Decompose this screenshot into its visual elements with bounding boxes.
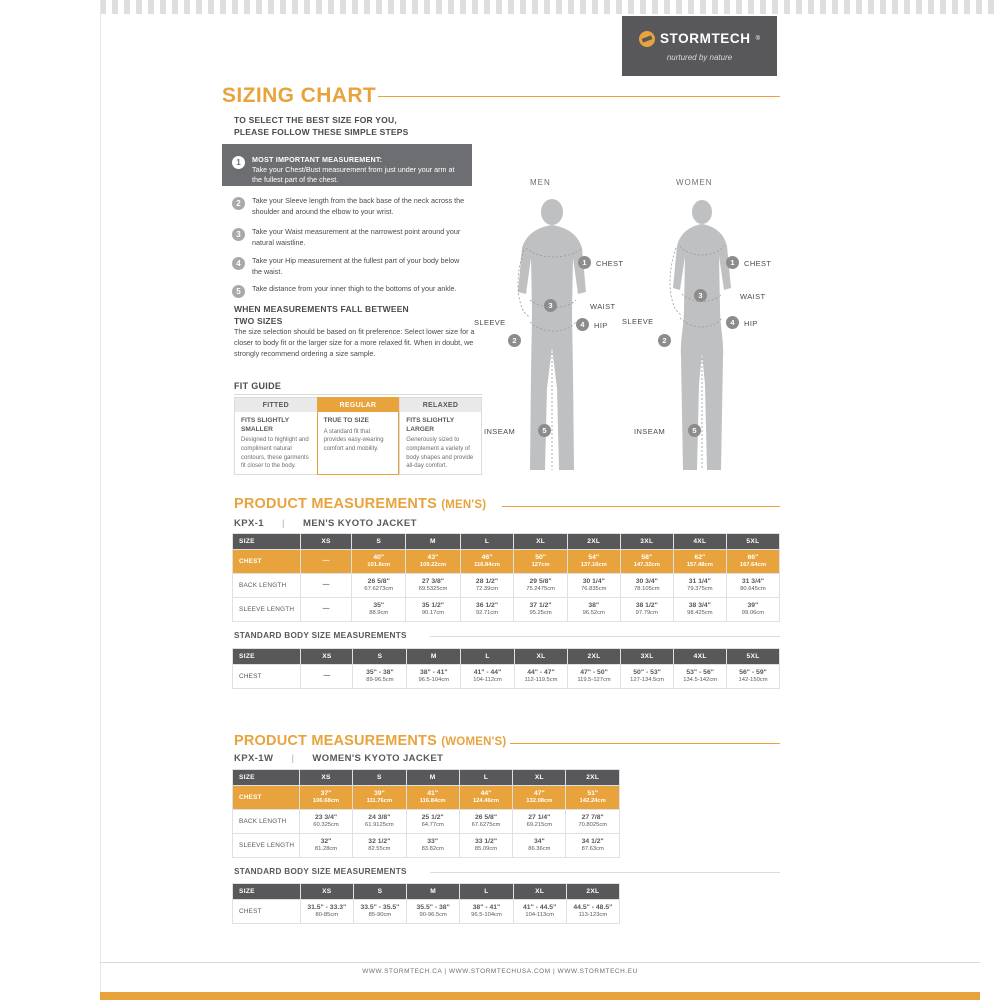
table-row <box>233 574 780 598</box>
brand-name: STORMTECH <box>659 31 751 46</box>
mens-row-sleeve-length-label: SLEEVE LENGTH <box>233 598 301 622</box>
step-3-text: Take your Waist measurement at the narrowest point around your natural waistline. <box>252 227 461 247</box>
step-2-number: 2 <box>232 197 245 210</box>
women-callout-2-sleeve-dot: 2 <box>658 334 671 347</box>
mens-code-divider: | <box>281 518 286 529</box>
table-row <box>233 834 620 858</box>
mens-std-header-xl: XL <box>514 649 567 665</box>
womens-product-name: WOMEN'S KYOTO JACKET <box>312 753 444 764</box>
womens-sleeve-2xl: 34 1/2" 87.63cm <box>566 834 620 858</box>
men-callout-2-sleeve-dot: 2 <box>508 334 521 347</box>
mens-section-title-text: PRODUCT MEASUREMENTS <box>234 496 437 512</box>
fit-guide-body-fitted: Designed to highlight and compliment natural contours, these garments fit closer to the body. <box>241 437 309 470</box>
mens-back-4xl: 31 1/4" 79.375cm <box>673 574 726 598</box>
mens-header-xs: XS <box>300 534 351 550</box>
mens-sleeve-4xl: 38 3/4" 98.425cm <box>673 598 726 622</box>
mens-header-xl: XL <box>514 534 567 550</box>
mens-header-4xl: 4XL <box>673 534 726 550</box>
step-1-callout <box>222 144 472 186</box>
mens-chest-4xl: 62" 157.48cm <box>673 550 726 574</box>
womens-standard-body-table <box>232 883 620 924</box>
womens-std-header-l: L <box>460 884 513 900</box>
page-title: SIZING CHART <box>222 84 377 107</box>
womens-product-code: KPX-1W <box>234 753 274 764</box>
table-row <box>233 665 780 689</box>
mens-standard-body-table <box>232 648 780 689</box>
womens-std-chest-xl: 41" - 44.5" 104-113cm <box>513 900 566 924</box>
womens-chest-m: 41" 116.84cm <box>406 786 459 810</box>
women-callout-1-chest-label: CHEST <box>744 259 772 268</box>
table-row <box>233 900 620 924</box>
mens-std-header-5xl: 5XL <box>727 649 780 665</box>
mens-sleeve-m: 35 1/2" 90.17cm <box>406 598 460 622</box>
womens-chest-l: 44" 124.46cm <box>459 786 513 810</box>
fit-guide-title: FIT GUIDE <box>234 381 282 391</box>
mens-header-5xl: 5XL <box>726 534 779 550</box>
mens-back-5xl: 31 3/4" 80.645cm <box>726 574 779 598</box>
womens-standard-rule <box>430 872 780 873</box>
mens-std-chest-xl: 44" - 47" 112-119.5cm <box>514 665 567 689</box>
mens-std-chest-m: 38" - 41" 96.5-104cm <box>407 665 461 689</box>
women-callout-4-hip-label: HIP <box>744 319 758 328</box>
mens-std-chest-l: 41" - 44" 104-112cm <box>461 665 515 689</box>
mens-product-name: MEN'S KYOTO JACKET <box>303 518 417 529</box>
women-callout-2-sleeve-label: SLEEVE <box>622 317 654 326</box>
mens-product-measurements-table <box>232 533 780 622</box>
women-callout-5-inseam-dot: 5 <box>688 424 701 437</box>
left-margin-rule <box>100 0 101 1000</box>
mens-header-2xl: 2XL <box>567 534 620 550</box>
mens-std-row-chest-label: CHEST <box>233 665 301 689</box>
mens-section-rule <box>502 506 780 507</box>
mens-std-header-l: L <box>461 649 515 665</box>
mens-sleeve-xs: — <box>300 598 351 622</box>
mens-back-l: 28 1/2" 72.39cm <box>460 574 514 598</box>
mens-std-header-size: SIZE <box>233 649 301 665</box>
table-row <box>233 786 620 810</box>
womens-std-chest-xs: 31.5" - 33.3" 80-85cm <box>300 900 353 924</box>
womens-back-s: 24 3/8" 61.9125cm <box>353 810 407 834</box>
womens-std-chest-2xl: 44.5" - 48.5" 113-123cm <box>566 900 619 924</box>
mens-std-chest-xs: — <box>301 665 353 689</box>
womens-code-divider: | <box>291 753 295 764</box>
mens-back-xs: — <box>300 574 351 598</box>
mens-std-chest-3xl: 50" - 53" 127-134.5cm <box>620 665 673 689</box>
mens-chest-xs: — <box>300 550 351 574</box>
womens-header-size: SIZE <box>233 770 300 786</box>
womens-header-l: L <box>459 770 513 786</box>
womens-row-sleeve-length-label: SLEEVE LENGTH <box>233 834 300 858</box>
women-callout-5-inseam-label: INSEAM <box>634 427 666 436</box>
womens-section-title <box>234 733 506 749</box>
intro-line-1: TO SELECT THE BEST SIZE FOR YOU, <box>234 115 397 125</box>
mens-header-l: L <box>460 534 514 550</box>
mens-header-size: SIZE <box>233 534 301 550</box>
between-sizes-body: The size selection should be based on fit preference: Select lower size for a closer to body fit or the larger size for a more relaxed fit. When in doubt, we strongly recommend ordering a size sample. <box>234 327 475 359</box>
mens-header-m: M <box>406 534 460 550</box>
womens-sleeve-l: 33 1/2" 85.09cm <box>459 834 513 858</box>
intro-heading <box>234 114 494 139</box>
mens-back-s: 26 5/8" 67.6273cm <box>352 574 406 598</box>
mens-back-3xl: 30 3/4" 78.105cm <box>620 574 673 598</box>
registered-mark: ® <box>755 35 761 42</box>
men-figure-label: MEN <box>530 178 551 187</box>
men-callout-4-hip-label: HIP <box>594 321 608 330</box>
step-1-number: 1 <box>232 156 245 169</box>
footer-links[interactable]: WWW.STORMTECH.CA | WWW.STORMTECHUSA.COM | WWW.STORMTECH.EU <box>362 968 638 975</box>
womens-std-header-m: M <box>406 884 459 900</box>
measurement-figures <box>474 178 790 478</box>
mens-std-chest-2xl: 47" - 50" 119.5-127cm <box>568 665 621 689</box>
mens-std-chest-5xl: 56" - 59" 142-150cm <box>727 665 780 689</box>
footer-accent-bar <box>100 992 980 1000</box>
womens-std-header-size: SIZE <box>233 884 301 900</box>
mens-std-header-4xl: 4XL <box>674 649 727 665</box>
between-sizes-title-2: TWO SIZES <box>234 316 283 327</box>
men-callout-5-inseam-label: INSEAM <box>484 427 516 436</box>
womens-section-title-text: PRODUCT MEASUREMENTS <box>234 733 437 749</box>
step-1-text: Take your Chest/Bust measurement from just under your arm at the fullest part of the chest. <box>252 165 455 185</box>
womens-row-chest-label: CHEST <box>233 786 300 810</box>
top-ribbon-decoration <box>100 0 1000 14</box>
men-callout-3-waist-label: WAIST <box>590 302 616 311</box>
womens-back-l: 26 5/8" 67.6275cm <box>459 810 513 834</box>
mens-standard-rule <box>430 636 780 637</box>
mens-chest-s: 40" 101.6cm <box>352 550 406 574</box>
mens-section-subtitle: (MEN'S) <box>441 499 487 511</box>
mens-std-chest-s: 35" - 38" 89-96.5cm <box>353 665 407 689</box>
womens-back-xl: 27 1/4" 69.215cm <box>513 810 566 834</box>
womens-back-xs: 23 3/4" 60.325cm <box>299 810 352 834</box>
body-diagrams-svg <box>490 188 790 488</box>
fit-guide-column-fitted[interactable] <box>234 397 317 475</box>
mens-chest-2xl: 54" 137.16cm <box>567 550 620 574</box>
table-header-row <box>233 770 620 786</box>
fit-guide-column-relaxed[interactable] <box>399 397 482 475</box>
womens-sleeve-xs: 32" 81.28cm <box>299 834 352 858</box>
womens-header-2xl: 2XL <box>566 770 620 786</box>
mens-header-s: S <box>352 534 406 550</box>
womens-std-header-s: S <box>353 884 406 900</box>
womens-section-rule <box>510 743 780 744</box>
mens-product-code-line <box>234 518 417 529</box>
between-sizes-heading <box>234 303 474 328</box>
mens-sleeve-3xl: 38 1/2" 97.79cm <box>620 598 673 622</box>
fit-guide-body-regular: A standard fit that provides easy-wearing comfort and mobility. <box>323 428 384 452</box>
fit-guide-headline-fitted: FITS SLIGHTLY SMALLER <box>241 417 289 433</box>
mens-sleeve-s: 35" 88.9cm <box>352 598 406 622</box>
fit-guide-header-regular: REGULAR <box>318 398 399 412</box>
mens-chest-m: 43" 109.22cm <box>406 550 460 574</box>
mens-back-2xl: 30 1/4" 76.835cm <box>567 574 620 598</box>
mens-std-header-xs: XS <box>301 649 353 665</box>
womens-chest-s: 39" 111.76cm <box>353 786 407 810</box>
mens-back-m: 27 3/8" 69.5325cm <box>406 574 460 598</box>
mens-back-xl: 29 5/8" 75.2475cm <box>514 574 567 598</box>
mens-chest-l: 46" 116.84cm <box>460 550 514 574</box>
mens-std-header-s: S <box>353 649 407 665</box>
men-callout-4-hip-dot: 4 <box>576 318 589 331</box>
fit-guide-body-relaxed: Generously sized to complement a variety of body shapes and provide all-day comfort. <box>406 437 474 470</box>
fit-guide-header-relaxed: RELAXED <box>400 398 481 412</box>
mens-sleeve-2xl: 38" 96.52cm <box>567 598 620 622</box>
womens-std-chest-m: 35.5" - 38" 90-96.5cm <box>406 900 459 924</box>
womens-header-s: S <box>353 770 407 786</box>
women-callout-3-waist-dot: 3 <box>694 289 707 302</box>
mens-product-code: KPX-1 <box>234 518 264 529</box>
womens-std-chest-l: 38" - 41" 96.5-104cm <box>460 900 513 924</box>
womens-back-2xl: 27 7/8" 70.8025cm <box>566 810 620 834</box>
womens-std-header-2xl: 2XL <box>566 884 619 900</box>
footer-rule <box>100 962 980 963</box>
table-header-row <box>233 649 780 665</box>
step-4-number: 4 <box>232 257 245 270</box>
women-callout-4-hip-dot: 4 <box>726 316 739 329</box>
table-row <box>233 598 780 622</box>
women-callout-1-chest-dot: 1 <box>726 256 739 269</box>
mens-section-title <box>234 496 486 512</box>
men-callout-5-inseam-dot: 5 <box>538 424 551 437</box>
men-callout-2-sleeve-label: SLEEVE <box>474 318 506 327</box>
mens-standard-title: STANDARD BODY SIZE MEASUREMENTS <box>234 631 407 640</box>
mens-chest-3xl: 58" 147.32cm <box>620 550 673 574</box>
table-row <box>233 550 780 574</box>
women-figure-label: WOMEN <box>676 178 713 187</box>
womens-std-header-xs: XS <box>300 884 353 900</box>
table-header-row <box>233 534 780 550</box>
womens-row-back-length-label: BACK LENGTH <box>233 810 300 834</box>
womens-chest-xl: 47" 132.08cm <box>513 786 566 810</box>
table-header-row <box>233 884 620 900</box>
womens-header-xs: XS <box>299 770 352 786</box>
womens-sleeve-m: 33" 83.82cm <box>406 834 459 858</box>
women-callout-3-waist-label: WAIST <box>740 292 766 301</box>
womens-chest-xs: 37" 106.68cm <box>299 786 352 810</box>
fit-guide-table <box>234 397 482 475</box>
mens-header-3xl: 3XL <box>620 534 673 550</box>
men-callout-1-chest-dot: 1 <box>578 256 591 269</box>
womens-sleeve-xl: 34" 86.36cm <box>513 834 566 858</box>
step-1-title: MOST IMPORTANT MEASUREMENT: <box>252 155 383 164</box>
womens-std-chest-s: 33.5" - 35.5" 85-90cm <box>353 900 406 924</box>
mens-sleeve-xl: 37 1/2" 95.25cm <box>514 598 567 622</box>
womens-std-header-xl: XL <box>513 884 566 900</box>
fit-guide-headline-regular: TRUE TO SIZE <box>323 417 369 424</box>
womens-product-measurements-table <box>232 769 620 858</box>
womens-header-xl: XL <box>513 770 566 786</box>
mens-sleeve-5xl: 39" 99.06cm <box>726 598 779 622</box>
mens-chest-xl: 50" 127cm <box>514 550 567 574</box>
brand-logo <box>622 16 777 76</box>
title-rule <box>378 96 780 97</box>
brand-tagline: nurtured by nature <box>666 52 733 62</box>
step-5-number: 5 <box>232 285 245 298</box>
between-sizes-title-1: WHEN MEASUREMENTS FALL BETWEEN <box>234 304 409 314</box>
womens-section-subtitle: (WOMEN'S) <box>441 736 507 748</box>
mens-std-header-3xl: 3XL <box>620 649 673 665</box>
mens-sleeve-l: 36 1/2" 92.71cm <box>460 598 514 622</box>
womens-product-code-line <box>234 753 443 764</box>
mens-row-chest-label: CHEST <box>233 550 301 574</box>
womens-std-row-chest-label: CHEST <box>233 900 301 924</box>
men-callout-1-chest-label: CHEST <box>596 259 624 268</box>
mens-std-chest-4xl: 53" - 56" 134.5-142cm <box>674 665 727 689</box>
fit-guide-header-fitted: FITTED <box>235 398 317 412</box>
fit-guide-headline-relaxed: FITS SLIGHTLY LARGER <box>406 417 455 433</box>
womens-header-m: M <box>406 770 459 786</box>
intro-line-2: PLEASE FOLLOW THESE SIMPLE STEPS <box>234 127 409 138</box>
womens-chest-2xl: 51" 142.24cm <box>566 786 620 810</box>
step-2-text: Take your Sleeve length from the back base of the neck across the shoulder and around the elbow to your wrist. <box>252 196 465 216</box>
table-row <box>233 810 620 834</box>
womens-back-m: 25 1/2" 64.77cm <box>406 810 459 834</box>
step-5-text: Take distance from your inner thigh to the bottoms of your ankle. <box>252 284 457 293</box>
step-4-text: Take your Hip measurement at the fullest part of your body below the waist. <box>252 256 460 276</box>
step-3-number: 3 <box>232 228 245 241</box>
fit-guide-rule <box>234 394 482 395</box>
womens-sleeve-s: 32 1/2" 82.55cm <box>353 834 407 858</box>
fit-guide-column-regular[interactable] <box>317 397 400 475</box>
mens-row-back-length-label: BACK LENGTH <box>233 574 301 598</box>
mens-std-header-m: M <box>407 649 461 665</box>
men-callout-3-waist-dot: 3 <box>544 299 557 312</box>
mens-chest-5xl: 66" 167.64cm <box>726 550 779 574</box>
womens-standard-title: STANDARD BODY SIZE MEASUREMENTS <box>234 867 407 876</box>
mens-std-header-2xl: 2XL <box>568 649 621 665</box>
stormtech-mark-icon <box>639 31 655 47</box>
